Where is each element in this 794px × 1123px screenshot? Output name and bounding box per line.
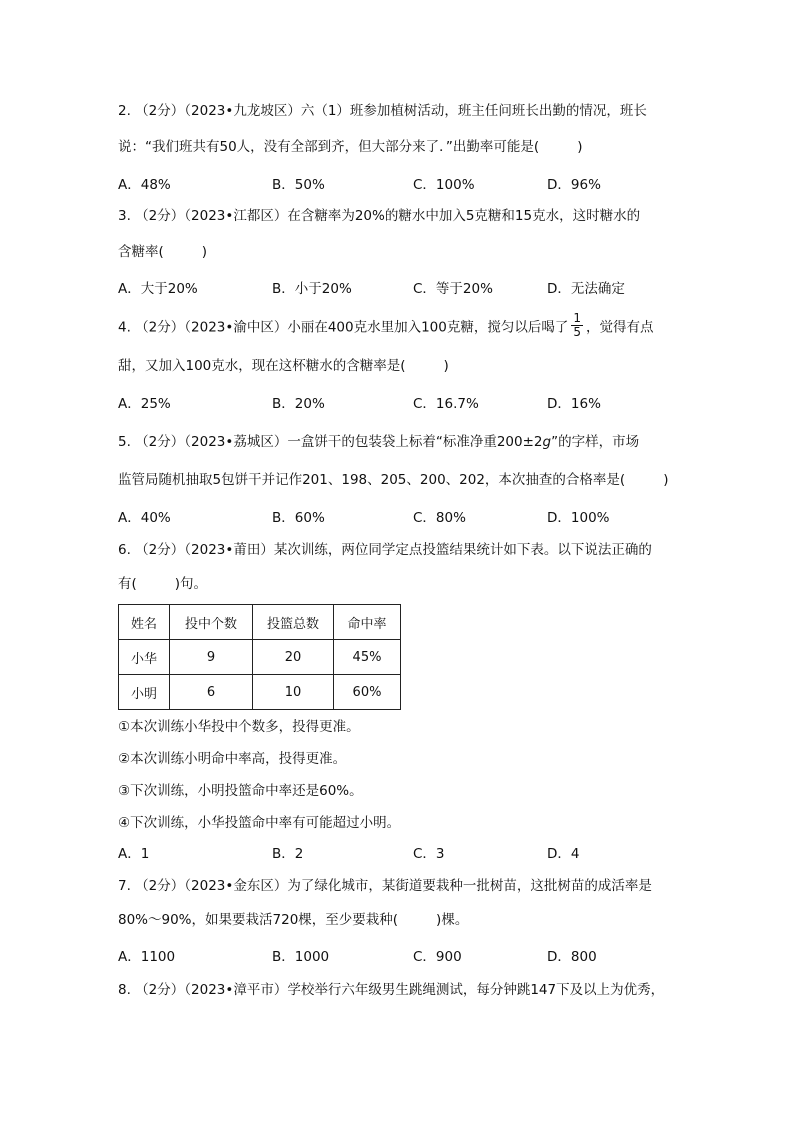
q2-line-2-text: 说：“我们班共有50人，没有全部到齐，但大部分来了．”出勤率可能是( xyxy=(118,139,540,155)
q5-options xyxy=(118,508,678,528)
q2-line-1: 2. （2分）（2023•九龙坡区）六（1）班参加植树活动，班主任问班长出勤的情况，班长 xyxy=(118,103,647,119)
q4-line-2 xyxy=(118,356,449,376)
q2-option-b: B．50% xyxy=(272,177,325,193)
q6-options xyxy=(118,844,678,864)
table-header: 姓名 xyxy=(119,605,170,640)
q7-option-d: D．800 xyxy=(547,949,597,965)
q6-option-b: B．2 xyxy=(272,846,304,862)
table-row xyxy=(119,640,401,675)
q6-line-2-close: )句。 xyxy=(174,576,208,592)
q5-line-1 xyxy=(118,432,639,452)
table-cell: 20 xyxy=(253,640,334,675)
q5-line-2-text: 监管局随机抽取5包饼干并记作201、198、205、200、202，本次抽查的合格率是( xyxy=(118,472,626,488)
table-row xyxy=(119,675,401,710)
q5-line-2-close: ) xyxy=(663,472,669,488)
shooting-stats-table xyxy=(118,604,401,710)
q6-statement-2: ②本次训练小明命中率高，投得更准。 xyxy=(118,751,347,767)
q6-option-a: A．1 xyxy=(118,846,150,862)
q4-option-b: B．20% xyxy=(272,396,325,412)
table-header: 命中率 xyxy=(334,605,401,640)
q2-option-a: A．48% xyxy=(118,177,171,193)
q6-line-2-text: 有( xyxy=(118,576,137,592)
table-cell: 10 xyxy=(253,675,334,710)
q4-line-2-close: ) xyxy=(443,358,449,374)
q5-unit: g xyxy=(542,434,552,450)
fraction-one-fifth xyxy=(571,312,583,339)
table-cell: 9 xyxy=(170,640,253,675)
q5-line-2 xyxy=(118,470,668,490)
table-header: 投篮总数 xyxy=(253,605,334,640)
table-cell: 6 xyxy=(170,675,253,710)
q2-option-d: D．96% xyxy=(547,177,601,193)
q7-line-2-text: 80%～90%，如果要栽活720棵，至少要栽种( xyxy=(118,912,399,928)
table-cell: 60% xyxy=(334,675,401,710)
table-cell: 45% xyxy=(334,640,401,675)
q2-line-2-close: ) xyxy=(577,139,583,155)
q6-line-2 xyxy=(118,574,207,594)
q7-option-c: C．900 xyxy=(413,949,462,965)
q7-option-a: A．1100 xyxy=(118,949,176,965)
q7-options xyxy=(118,947,678,967)
q4-options xyxy=(118,394,678,414)
q2-options xyxy=(118,175,678,195)
q2-option-c: C．100% xyxy=(413,177,475,193)
q5-option-d: D．100% xyxy=(547,510,610,526)
table-cell: 小明 xyxy=(119,675,170,710)
q3-line-2 xyxy=(118,242,207,262)
q4-option-d: D．16% xyxy=(547,396,601,412)
q4-line-1-text: 4. （2分）（2023•渝中区）小丽在400克水里加入100克糖，搅匀以后喝了 xyxy=(118,319,569,336)
q3-option-c: C．等于20% xyxy=(413,281,493,297)
q7-line-2-close: )棵。 xyxy=(436,912,469,928)
q6-statement-3: ③下次训练，小明投篮命中率还是60%。 xyxy=(118,783,363,799)
q3-line-2-text: 含糖率( xyxy=(118,244,164,260)
q4-line-2-text: 甜，又加入100克水，现在这杯糖水的含糖率是( xyxy=(118,358,406,374)
q3-option-d: D．无法确定 xyxy=(547,281,625,297)
q5-line-1-tail: ”的字样，市场 xyxy=(551,434,640,450)
q3-option-b: B．小于20% xyxy=(272,281,352,297)
q7-option-b: B．1000 xyxy=(272,949,330,965)
table-cell: 小华 xyxy=(119,640,170,675)
table-header: 投中个数 xyxy=(170,605,253,640)
q7-line-1: 7. （2分）（2023•金东区）为了绿化城市，某街道要栽种一批树苗，这批树苗的成活率是 xyxy=(118,878,652,894)
q3-options xyxy=(118,279,678,299)
q3-line-1: 3. （2分）（2023•江都区）在含糖率为20%的糖水中加入5克糖和15克水，这时糖水的 xyxy=(118,208,641,224)
fraction-numerator: 1 xyxy=(573,311,582,325)
q4-line-1 xyxy=(118,311,654,341)
q5-option-c: C．80% xyxy=(413,510,466,526)
table-header-row xyxy=(119,605,401,640)
q6-statement-4: ④下次训练，小华投篮命中率有可能超过小明。 xyxy=(118,815,401,831)
q8-line-1: 8. （2分）（2023•漳平市）学校举行六年级男生跳绳测试，每分钟跳147下及以上为优秀， xyxy=(118,982,665,998)
q4-line-1-tail: ，觉得有点 xyxy=(586,319,654,336)
q7-line-2 xyxy=(118,910,468,930)
q4-option-a: A．25% xyxy=(118,396,171,412)
q3-option-a: A．大于20% xyxy=(118,281,198,297)
q6-option-d: D．4 xyxy=(547,846,580,862)
q6-line-1: 6. （2分）（2023•莆田）某次训练，两位同学定点投篮结果统计如下表。以下说法正确的 xyxy=(118,542,652,558)
q4-option-c: C．16.7% xyxy=(413,396,479,412)
q2-line-2 xyxy=(118,137,582,157)
q3-line-2-close: ) xyxy=(201,244,208,260)
fraction-denominator: 5 xyxy=(573,325,582,339)
q6-option-c: C．3 xyxy=(413,846,445,862)
q5-line-1-text: 5. （2分）（2023•荔城区）一盒饼干的包装袋上标着“标准净重200±2 xyxy=(118,434,543,450)
q5-option-b: B．60% xyxy=(272,510,325,526)
q6-statement-1: ①本次训练小华投中个数多，投得更准。 xyxy=(118,719,360,735)
q5-option-a: A．40% xyxy=(118,510,171,526)
